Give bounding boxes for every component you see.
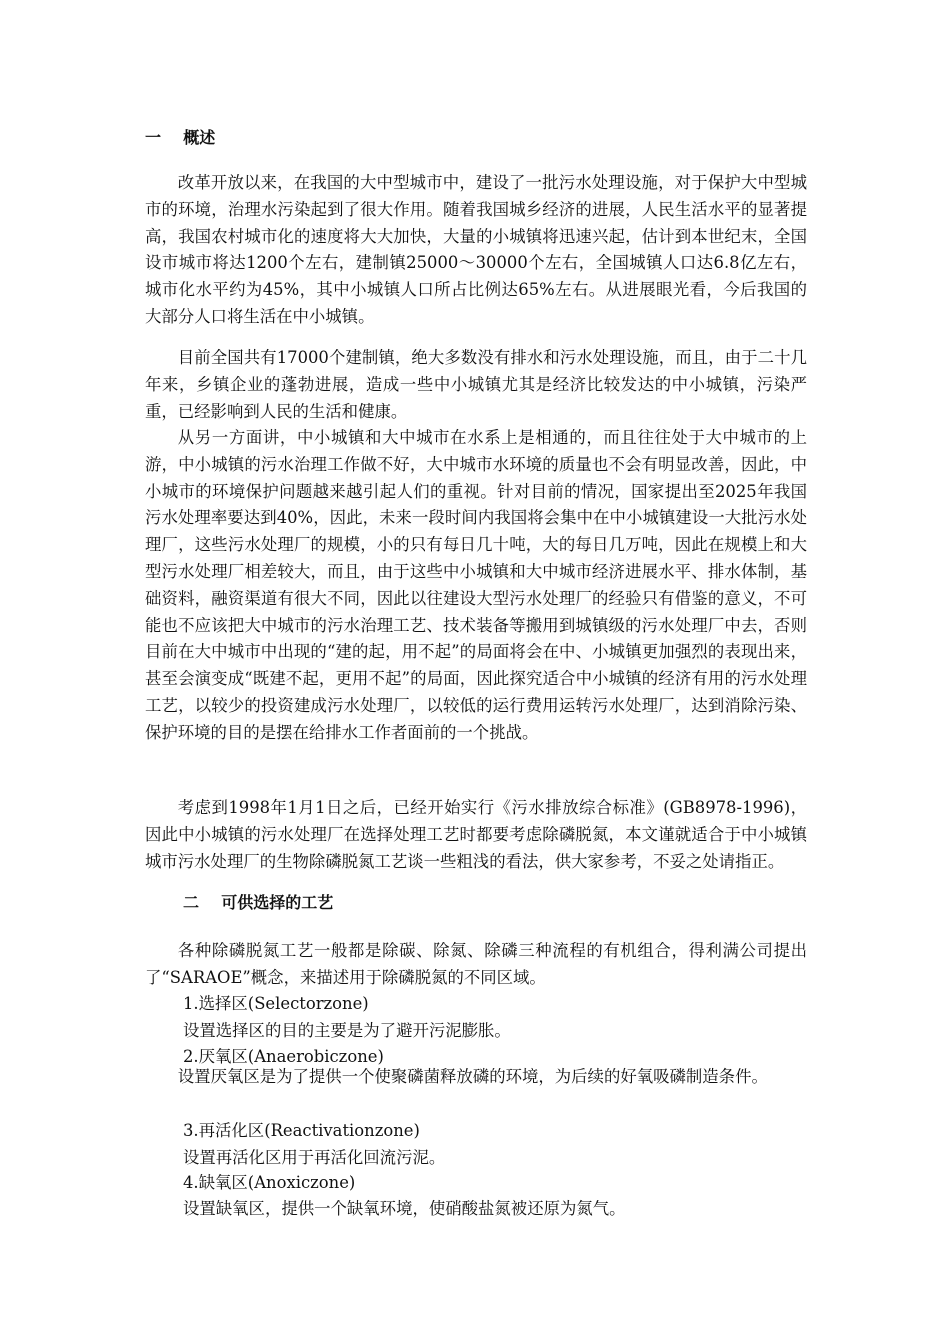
zone-desc-anoxic: 设置缺氧区，提供一个缺氧环境，使硝酸盐氮被还原为氮气。 <box>183 1199 626 1218</box>
paragraph: 改革开放以来，在我国的大中型城市中，建设了一批污水处理设施，对于保护大中型城市的环境，治理水污染起到了很大作用。随着我国城乡经济的进展，人民生活水平的显著提高，我国农村城市化的速度将大大加快，大量的小城镇将迅速兴起，估计到本世纪末，全国设市城市将达1200个左右，建制镇25000～30000个左右，全国城镇人口达6.8亿左右，城市化水平约为45%，其中小城镇人口所占比例达65%左右。从进展眼光看，今后我国的大部分人口将生活在中小城镇。 <box>145 173 807 326</box>
zone-title-selector: 1.选择区(Selectorzone) <box>183 994 369 1013</box>
section-heading-overview: 一 概述 <box>145 128 216 147</box>
zone-desc-reactivation: 设置再活化区用于再活化回流污泥。 <box>183 1148 446 1167</box>
section-heading-processes: 二 可供选择的工艺 <box>183 893 334 912</box>
paragraph: 从另一方面讲，中小城镇和大中城市在水系上是相通的，而且往往处于大中城市的上游，中小城镇的污水治理工作做不好，大中城市水环境的质量也不会有明显改善，因此，中小城市的环境保护问题越来越引起人们的重视。针对目前的情况，国家提出至2025年我国污水处理率要达到40%，因此，未来一段时间内我国将会集中在中小城镇建设一大批污水处理厂，这些污水处理厂的规模，小的只有每日几十吨，大的每日几万吨，因此在规模上和大型污水处理厂相差较大，而且，由于这些中小城镇和大中城市经济进展水平、排水体制，基础资料，融资渠道有很大不同，因此以往建设大型污水处理厂的经验只有借鉴的意义，不可能也不应该把大中城市的污水治理工艺、技术装备等搬用到城镇级的污水处理厂中去，否则目前在大中城市中出现的“建的起，用不起”的局面将会在中、小城镇更加强烈的表现出来，甚至会演变成“既建不起，更用不起”的局面，因此探究适合中小城镇的经济有用的污水处理工艺，以较少的投资建成污水处理厂，以较低的运行费用运转污水处理厂，达到消除污染、保护环境的目的是摆在给排水工作者面前的一个挑战。 <box>145 428 807 742</box>
zone-title-reactivation: 3.再活化区(Reactivationzone) <box>183 1121 420 1140</box>
zone-desc-anaerobic: 设置厌氧区是为了提供一个使聚磷菌释放磷的环境，为后续的好氧吸磷制造条件。 <box>177 1067 768 1086</box>
zone-desc-selector: 设置选择区的目的主要是为了避开污泥膨胀。 <box>183 1021 511 1040</box>
paragraph: 目前全国共有17000个建制镇，绝大多数没有排水和污水处理设施，而且，由于二十几年来，乡镇企业的蓬勃进展，造成一些中小城镇尤其是经济比较发达的中小城镇，污染严重，已经影响到人民的生活和健康。 <box>145 348 807 421</box>
zone-title-anaerobic: 2.厌氧区(Anaerobiczone) <box>183 1047 384 1066</box>
paragraph: 考虑到1998年1月1日之后，已经开始实行《污水排放综合标准》(GB8978-1996)，因此中小城镇的污水处理厂在选择处理工艺时都要考虑除磷脱氮，本文谨就适合于中小城镇城市污水处理厂的生物除磷脱氮工艺谈一些粗浅的看法，供大家参考，不妥之处请指正。 <box>145 798 807 871</box>
paragraph: 各种除磷脱氮工艺一般都是除碳、除氮、除磷三种流程的有机组合，得利满公司提出了“SARAOE”概念，来描述用于除磷脱氮的不同区域。 <box>145 941 807 987</box>
zone-title-anoxic: 4.缺氧区(Anoxiczone) <box>183 1173 356 1192</box>
